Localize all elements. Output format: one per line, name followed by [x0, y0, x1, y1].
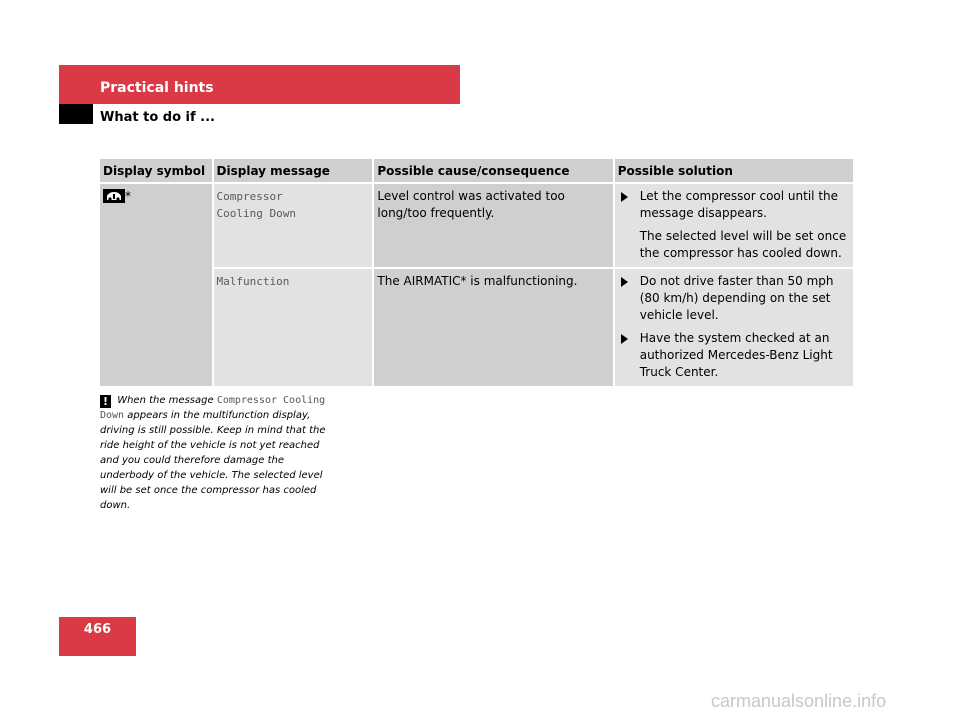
column-header-display-symbol: Display symbol [100, 159, 213, 183]
warning-prefix: When the message [117, 395, 214, 406]
display-messages-table [100, 159, 853, 388]
cause-cell: The AIRMATIC* is malfunctioning. [373, 268, 613, 387]
table-row [100, 183, 853, 268]
solution-step [618, 188, 850, 222]
display-symbol-cell [100, 183, 213, 387]
solution-note: The selected level will be set once the compressor has cooled down. [639, 229, 847, 260]
symbol-footnote-marker: * [125, 189, 131, 203]
page-number: 466 [83, 622, 112, 637]
solution-step-text: Have the system checked at an authorized Mercedes-Benz Light Truck Center. [639, 331, 833, 379]
column-header-display-message: Display message [213, 159, 374, 183]
step-arrow-icon [621, 334, 628, 344]
column-header-possible-cause: Possible cause/consequence [373, 159, 613, 183]
solution-step [618, 330, 850, 381]
solution-step [618, 273, 850, 324]
vehicle-level-icon [103, 189, 125, 203]
message-line: Compressor [216, 190, 283, 203]
step-arrow-icon [621, 277, 628, 287]
message-line: Cooling Down [216, 207, 297, 220]
warning-message-code: Compressor Cooling Down [100, 395, 326, 421]
warning-text: appears in the multifunction display, driving is still possible. Keep in mind that the ride height of the vehicle is not yet reached and you could therefore damage the underbody of the vehicle. The selected level will be set once the compressor has cooled down. [100, 410, 326, 511]
step-arrow-icon [621, 192, 628, 202]
column-header-possible-solution: Possible solution [614, 159, 853, 183]
cause-cell: Level control was activated too long/too frequently. [373, 183, 613, 268]
warning-note [100, 393, 340, 513]
page-number-box [59, 617, 136, 656]
table-header-row [100, 159, 853, 183]
section-subtitle: What to do if ... [100, 110, 215, 125]
display-message-cell [213, 183, 374, 268]
solution-cell [614, 183, 853, 268]
solution-step-text: Do not drive faster than 50 mph (80 km/h) depending on the set vehicle level. [639, 274, 834, 322]
message-line: Malfunction [216, 275, 290, 288]
solution-step-text: Let the compressor cool until the message disappears. [639, 189, 839, 220]
display-message-cell [213, 268, 374, 387]
watermark: carmanualsonline.info [711, 691, 887, 711]
section-tab-marker [59, 104, 93, 124]
solution-cell [614, 268, 853, 387]
section-title: Practical hints [100, 80, 214, 96]
table-row [100, 268, 853, 387]
warning-icon: ! [100, 395, 111, 408]
